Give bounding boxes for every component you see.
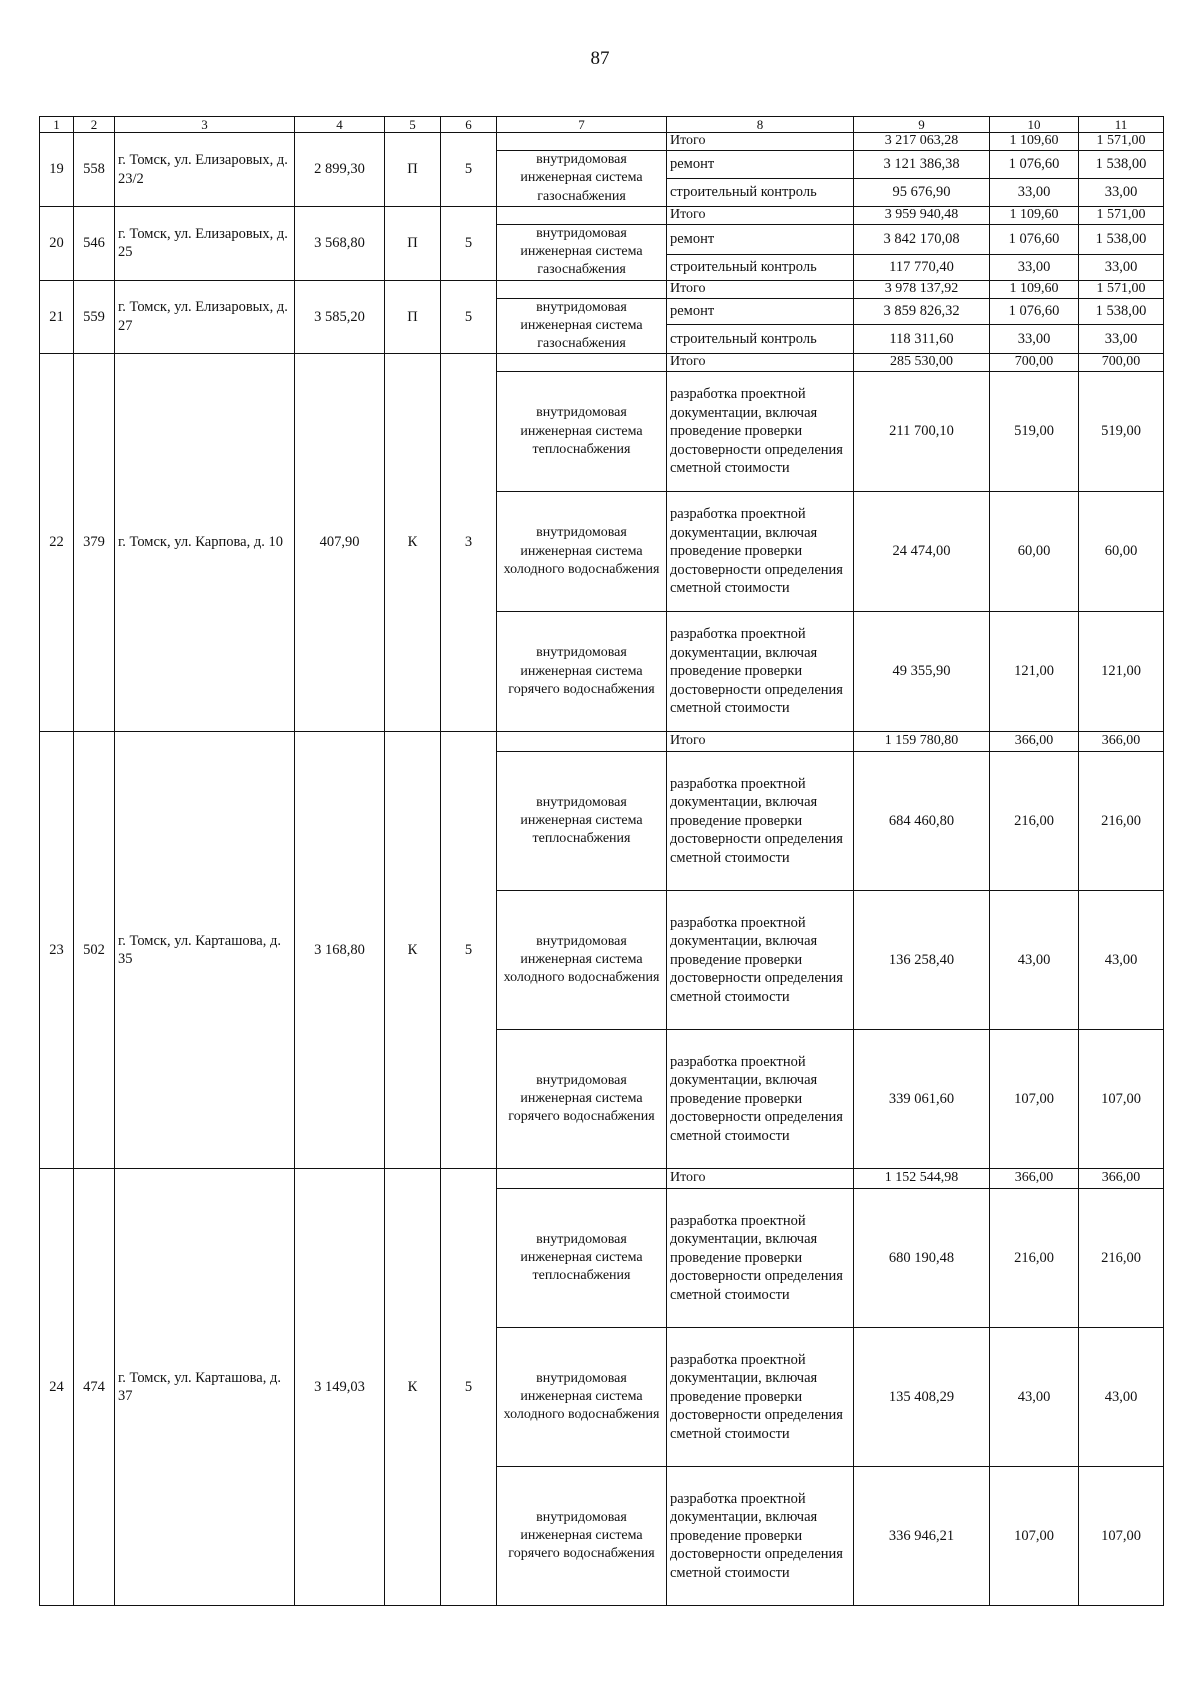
work-sum: 339 061,60 — [854, 1030, 990, 1169]
system-cell-empty — [497, 207, 667, 225]
system-name: внутридомовая инженерная система теплоснабжения — [497, 752, 667, 891]
system-cell-empty — [497, 1169, 667, 1189]
house-address: г. Томск, ул. Елизаровых, д. 23/2 — [115, 133, 295, 207]
work-col10: 43,00 — [990, 1328, 1079, 1467]
total-sum: 3 978 137,92 — [854, 280, 990, 298]
floors-count: 5 — [441, 1169, 497, 1606]
work-col10: 107,00 — [990, 1467, 1079, 1606]
work-label: разработка проектной документации, включая проведение проверки достоверности определения сметной стоимости — [667, 1467, 854, 1606]
work-sum: 24 474,00 — [854, 492, 990, 612]
repair-program-table — [39, 116, 1164, 1606]
system-name: внутридомовая инженерная система теплоснабжения — [497, 372, 667, 492]
work-label: ремонт — [667, 225, 854, 255]
total-col10: 1 109,60 — [990, 280, 1079, 298]
house-area: 3 149,03 — [295, 1169, 385, 1606]
column-header: 2 — [74, 117, 115, 133]
column-header: 4 — [295, 117, 385, 133]
floors-count: 5 — [441, 207, 497, 281]
work-col10: 519,00 — [990, 372, 1079, 492]
work-sum: 117 770,40 — [854, 254, 990, 280]
house-area: 2 899,30 — [295, 133, 385, 207]
work-col10: 33,00 — [990, 325, 1079, 354]
work-label: ремонт — [667, 298, 854, 325]
work-sum: 49 355,90 — [854, 612, 990, 732]
work-label: разработка проектной документации, включая проведение проверки достоверности определения сметной стоимости — [667, 1189, 854, 1328]
total-col10: 366,00 — [990, 1169, 1079, 1189]
house-id: 559 — [74, 280, 115, 354]
work-col10: 33,00 — [990, 254, 1079, 280]
work-label: разработка проектной документации, включая проведение проверки достоверности определения сметной стоимости — [667, 492, 854, 612]
total-col11: 1 571,00 — [1079, 280, 1164, 298]
system-name: внутридомовая инженерная система горячего водоснабжения — [497, 1030, 667, 1169]
work-sum: 336 946,21 — [854, 1467, 990, 1606]
total-col10: 366,00 — [990, 732, 1079, 752]
work-col11: 216,00 — [1079, 752, 1164, 891]
work-col11: 107,00 — [1079, 1467, 1164, 1606]
work-label: строительный контроль — [667, 325, 854, 354]
work-sum: 211 700,10 — [854, 372, 990, 492]
system-name: внутридомовая инженерная система газоснабжения — [497, 298, 667, 354]
system-name: внутридомовая инженерная система теплоснабжения — [497, 1189, 667, 1328]
work-sum: 680 190,48 — [854, 1189, 990, 1328]
work-col10: 33,00 — [990, 179, 1079, 207]
total-sum: 3 217 063,28 — [854, 133, 990, 151]
house-id: 379 — [74, 354, 115, 732]
system-cell-empty — [497, 732, 667, 752]
system-name: внутридомовая инженерная система газоснабжения — [497, 151, 667, 207]
house-area: 3 568,80 — [295, 207, 385, 281]
work-col11: 60,00 — [1079, 492, 1164, 612]
work-col10: 216,00 — [990, 1189, 1079, 1328]
work-col11: 216,00 — [1079, 1189, 1164, 1328]
total-col10: 700,00 — [990, 354, 1079, 372]
row-number: 21 — [40, 280, 74, 354]
work-col11: 1 538,00 — [1079, 298, 1164, 325]
work-col11: 43,00 — [1079, 1328, 1164, 1467]
work-col10: 1 076,60 — [990, 298, 1079, 325]
work-label: разработка проектной документации, включая проведение проверки достоверности определения сметной стоимости — [667, 1030, 854, 1169]
column-header: 10 — [990, 117, 1079, 133]
work-total-label: Итого — [667, 133, 854, 151]
total-col11: 366,00 — [1079, 732, 1164, 752]
work-sum: 3 842 170,08 — [854, 225, 990, 255]
work-col11: 33,00 — [1079, 254, 1164, 280]
work-total-label: Итого — [667, 207, 854, 225]
row-number: 24 — [40, 1169, 74, 1606]
work-sum: 684 460,80 — [854, 752, 990, 891]
floors-count: 5 — [441, 732, 497, 1169]
system-cell-empty — [497, 133, 667, 151]
work-col10: 1 076,60 — [990, 225, 1079, 255]
work-sum: 135 408,29 — [854, 1328, 990, 1467]
total-sum: 1 159 780,80 — [854, 732, 990, 752]
column-header: 5 — [385, 117, 441, 133]
work-sum: 3 859 826,32 — [854, 298, 990, 325]
house-id: 546 — [74, 207, 115, 281]
row-number: 23 — [40, 732, 74, 1169]
work-col11: 43,00 — [1079, 891, 1164, 1030]
house-address: г. Томск, ул. Карпова, д. 10 — [115, 354, 295, 732]
floors-count: 3 — [441, 354, 497, 732]
system-name: внутридомовая инженерная система горячего водоснабжения — [497, 612, 667, 732]
work-total-label: Итого — [667, 280, 854, 298]
work-label: разработка проектной документации, включая проведение проверки достоверности определения сметной стоимости — [667, 372, 854, 492]
system-name: внутридомовая инженерная система газоснабжения — [497, 225, 667, 281]
house-area: 3 168,80 — [295, 732, 385, 1169]
total-row — [40, 133, 1164, 151]
work-col11: 33,00 — [1079, 179, 1164, 207]
work-label: разработка проектной документации, включая проведение проверки достоверности определения сметной стоимости — [667, 752, 854, 891]
page-number: 87 — [590, 48, 610, 69]
total-row — [40, 732, 1164, 752]
total-col11: 366,00 — [1079, 1169, 1164, 1189]
total-row — [40, 354, 1164, 372]
total-sum: 3 959 940,48 — [854, 207, 990, 225]
work-sum: 118 311,60 — [854, 325, 990, 354]
work-col10: 216,00 — [990, 752, 1079, 891]
column-header: 11 — [1079, 117, 1164, 133]
total-col10: 1 109,60 — [990, 207, 1079, 225]
total-row — [40, 207, 1164, 225]
house-address: г. Томск, ул. Карташова, д. 37 — [115, 1169, 295, 1606]
wall-type: К — [385, 732, 441, 1169]
wall-type: К — [385, 1169, 441, 1606]
house-id: 558 — [74, 133, 115, 207]
total-row — [40, 1169, 1164, 1189]
column-header: 8 — [667, 117, 854, 133]
column-header: 1 — [40, 117, 74, 133]
total-sum: 1 152 544,98 — [854, 1169, 990, 1189]
system-name: внутридомовая инженерная система горячего водоснабжения — [497, 1467, 667, 1606]
house-id: 502 — [74, 732, 115, 1169]
work-col11: 519,00 — [1079, 372, 1164, 492]
column-header: 7 — [497, 117, 667, 133]
work-sum: 136 258,40 — [854, 891, 990, 1030]
work-col11: 121,00 — [1079, 612, 1164, 732]
wall-type: П — [385, 280, 441, 354]
work-sum: 3 121 386,38 — [854, 151, 990, 179]
work-col10: 43,00 — [990, 891, 1079, 1030]
work-col11: 1 538,00 — [1079, 225, 1164, 255]
work-col10: 60,00 — [990, 492, 1079, 612]
work-label: строительный контроль — [667, 254, 854, 280]
total-col11: 700,00 — [1079, 354, 1164, 372]
work-col11: 33,00 — [1079, 325, 1164, 354]
work-label: разработка проектной документации, включая проведение проверки достоверности определения сметной стоимости — [667, 891, 854, 1030]
row-number: 19 — [40, 133, 74, 207]
total-col10: 1 109,60 — [990, 133, 1079, 151]
work-label: строительный контроль — [667, 179, 854, 207]
work-total-label: Итого — [667, 732, 854, 752]
house-area: 407,90 — [295, 354, 385, 732]
row-number: 22 — [40, 354, 74, 732]
wall-type: К — [385, 354, 441, 732]
column-number-row — [40, 117, 1164, 133]
column-header: 6 — [441, 117, 497, 133]
work-label: ремонт — [667, 151, 854, 179]
system-cell-empty — [497, 280, 667, 298]
house-id: 474 — [74, 1169, 115, 1606]
system-name: внутридомовая инженерная система холодного водоснабжения — [497, 492, 667, 612]
floors-count: 5 — [441, 133, 497, 207]
system-name: внутридомовая инженерная система холодного водоснабжения — [497, 891, 667, 1030]
work-col11: 107,00 — [1079, 1030, 1164, 1169]
house-area: 3 585,20 — [295, 280, 385, 354]
total-col11: 1 571,00 — [1079, 207, 1164, 225]
work-label: разработка проектной документации, включая проведение проверки достоверности определения сметной стоимости — [667, 612, 854, 732]
work-col11: 1 538,00 — [1079, 151, 1164, 179]
total-col11: 1 571,00 — [1079, 133, 1164, 151]
column-header: 3 — [115, 117, 295, 133]
total-sum: 285 530,00 — [854, 354, 990, 372]
work-col10: 121,00 — [990, 612, 1079, 732]
wall-type: П — [385, 133, 441, 207]
work-label: разработка проектной документации, включая проведение проверки достоверности определения сметной стоимости — [667, 1328, 854, 1467]
work-total-label: Итого — [667, 354, 854, 372]
house-address: г. Томск, ул. Карташова, д. 35 — [115, 732, 295, 1169]
house-address: г. Томск, ул. Елизаровых, д. 27 — [115, 280, 295, 354]
column-header: 9 — [854, 117, 990, 133]
total-row — [40, 280, 1164, 298]
floors-count: 5 — [441, 280, 497, 354]
wall-type: П — [385, 207, 441, 281]
system-cell-empty — [497, 354, 667, 372]
work-col10: 107,00 — [990, 1030, 1079, 1169]
system-name: внутридомовая инженерная система холодного водоснабжения — [497, 1328, 667, 1467]
work-sum: 95 676,90 — [854, 179, 990, 207]
work-col10: 1 076,60 — [990, 151, 1079, 179]
row-number: 20 — [40, 207, 74, 281]
work-total-label: Итого — [667, 1169, 854, 1189]
house-address: г. Томск, ул. Елизаровых, д. 25 — [115, 207, 295, 281]
